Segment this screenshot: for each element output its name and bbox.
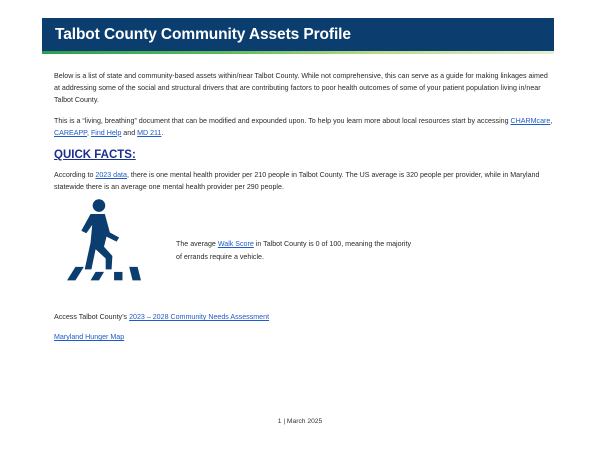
resources-sep-3: and bbox=[121, 128, 138, 137]
assessment-prefix: Access Talbot County’s bbox=[54, 313, 130, 321]
walk-score-suffix: in Talbot County is 0 of 100, meaning the majority of errands require a vehicle. bbox=[176, 240, 412, 261]
hunger-map-line bbox=[54, 333, 124, 341]
page-title: Talbot County Community Assets Profile bbox=[55, 26, 351, 43]
page-footer: 1 | March 2025 bbox=[277, 418, 323, 425]
intro-paragraph: Below is a list of state and community-based assets within/near Talbot County. While not comprehensive, this can serve as a guide for making linkages aimed at addressing some of the social and structural drivers that are contributing factors to poor health outcomes of some of your patient population living in/near Talbot County. bbox=[54, 72, 548, 104]
walk-score-link[interactable]: Walk Score bbox=[217, 240, 254, 248]
charmcare-link[interactable]: CHARMcare bbox=[510, 117, 551, 125]
resources-paragraph bbox=[54, 116, 554, 140]
assessment-line bbox=[54, 313, 269, 321]
mental-health-paragraph bbox=[54, 170, 554, 194]
resources-sep-1: , bbox=[550, 117, 553, 125]
resources-sep-2: , bbox=[87, 128, 91, 137]
careapp-link[interactable]: CAREAPP bbox=[54, 128, 87, 137]
header-bar bbox=[42, 18, 554, 51]
maryland-hunger-map-link[interactable]: Maryland Hunger Map bbox=[54, 333, 125, 341]
mental-health-suffix: , there is one mental health provider per 210 people in Talbot County. The US average is 320 people per provider, while in Maryland statewide there is an average one mental health provider per 290 people. bbox=[54, 171, 540, 191]
walk-score-paragraph bbox=[176, 238, 416, 263]
resources-suffix: . bbox=[161, 128, 164, 137]
md-211-link[interactable]: MD 211 bbox=[137, 128, 162, 137]
accent-divider bbox=[42, 51, 554, 54]
find-help-link[interactable]: Find Help bbox=[90, 128, 122, 137]
resources-prefix: This is a “living, breathing” document that can be modified and expounded upon. To help you learn more about local resources start by accessing bbox=[54, 117, 511, 125]
2023-data-link[interactable]: 2023 data bbox=[95, 171, 127, 179]
walk-score-prefix: The average bbox=[176, 240, 218, 248]
mental-health-prefix: According to bbox=[54, 171, 96, 179]
pedestrian-crosswalk-icon bbox=[62, 198, 146, 282]
community-needs-assessment-link[interactable]: 2023 – 2028 Community Needs Assessment bbox=[129, 313, 270, 321]
quick-facts-heading: QUICK FACTS: bbox=[54, 149, 136, 161]
